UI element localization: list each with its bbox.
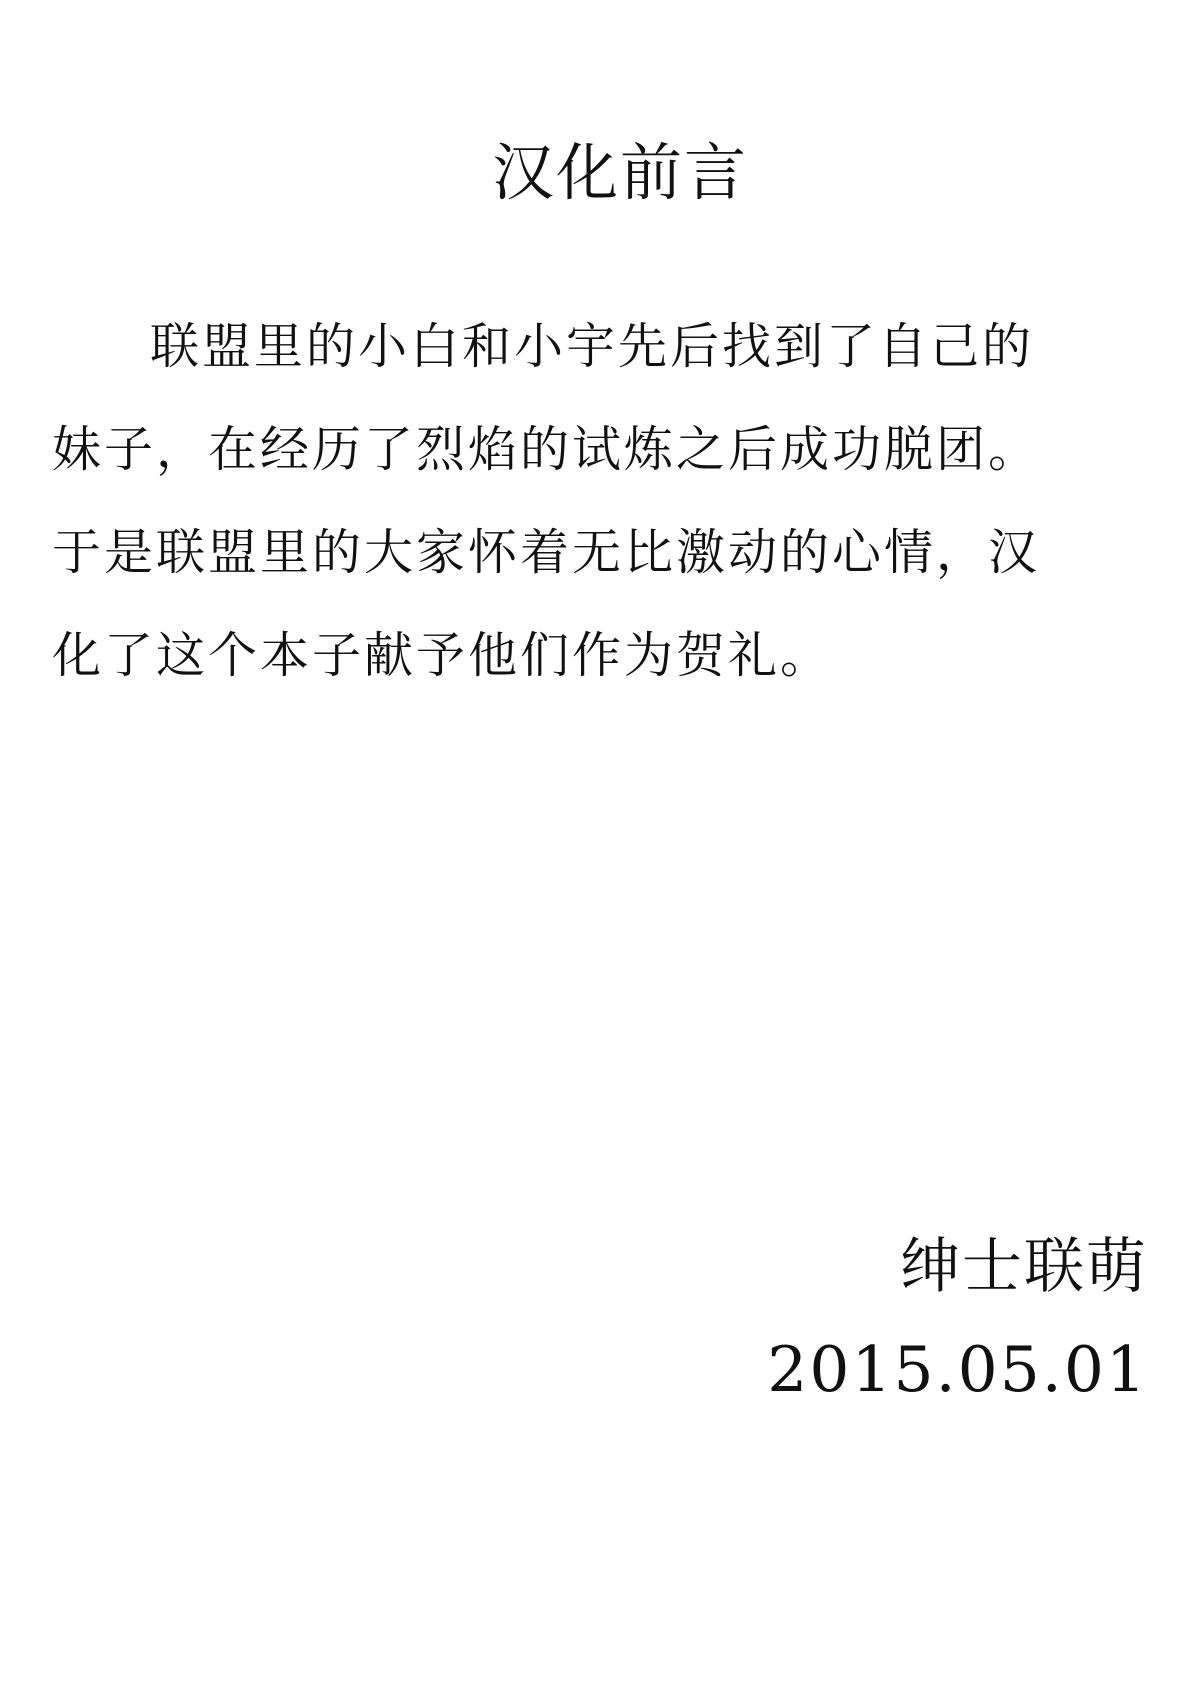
paragraph-line: 联盟里的小白和小宇先后找到了自己的 — [150, 318, 1035, 375]
paragraph-line: 化了这个本子献予他们作为贺礼。 — [52, 627, 833, 684]
page-title-text: 汉化前言 — [491, 136, 748, 209]
page-title — [0, 128, 1200, 218]
preface-paragraph — [52, 318, 1092, 734]
date-line: 2015.05.01 — [767, 1333, 1148, 1406]
paragraph-line: 妹子，在经历了烈焰的试炼之后成功脱团。 — [52, 421, 1041, 478]
signature: 绅士联萌 — [900, 1232, 1148, 1302]
paragraph-line: 于是联盟里的大家怀着无比激动的心情，汉 — [52, 524, 1041, 581]
